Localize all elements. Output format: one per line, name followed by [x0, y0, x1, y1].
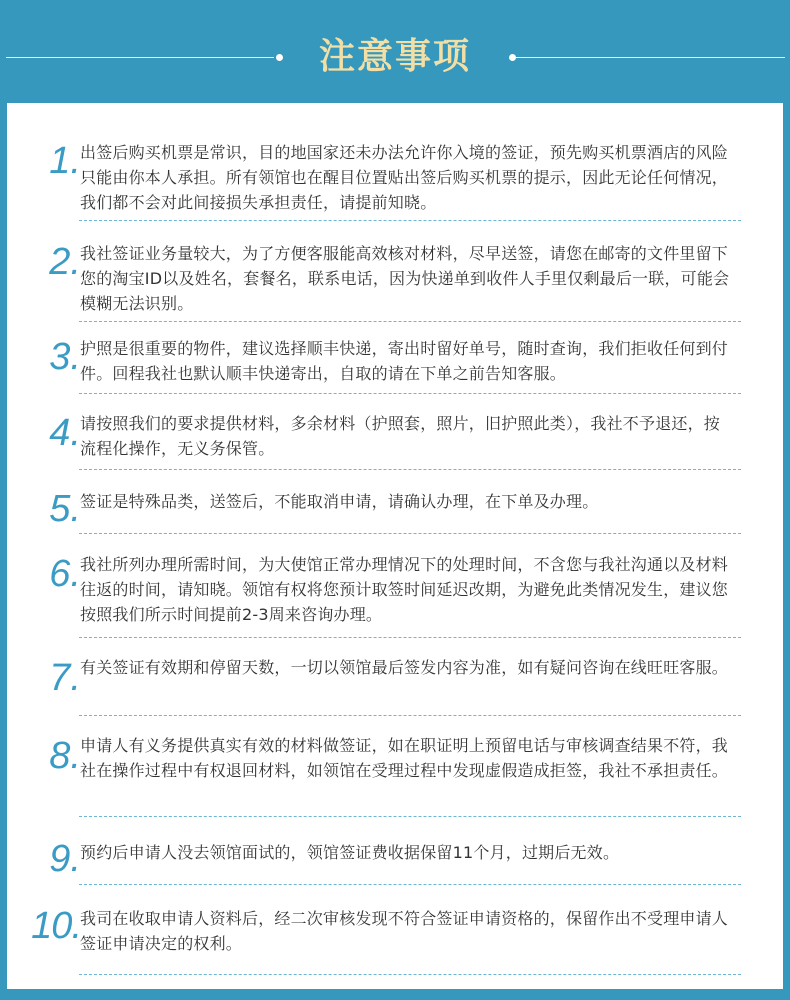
item-divider	[79, 393, 741, 394]
item-number: 5.	[49, 488, 81, 530]
item-text: 请按照我们的要求提供材料，多余材料（护照套，照片，旧护照此类），我社不予退还，按流程化操作，无义务保管。	[80, 414, 721, 458]
item-text: 预约后申请人没去领馆面试的，领馆签证费收据保留11个月，过期后无效。	[80, 843, 620, 862]
item-divider	[79, 321, 741, 322]
item-text: 申请人有义务提供真实有效的材料做签证，如在职证明上预留电话与审核调查结果不符，我社在操作过程中有权退回材料，如领馆在受理过程中发现虚假造成拒签，我社不承担责任。	[80, 736, 729, 780]
item-text: 我社签证业务量较大，为了方便客服能高效核对材料，尽早送签，请您在邮寄的文件里留下您的淘宝ID以及姓名，套餐名，联系电话，因为快递单到收件人手里仅剩最后一联，可能会模糊无法识别。	[80, 244, 730, 313]
item-divider	[79, 974, 741, 975]
item-divider	[79, 884, 741, 885]
item-text: 出签后购买机票是常识，目的地国家还未办法允许你入境的签证，预先购买机票酒店的风险只能由你本人承担。所有领馆也在醒目位置贴出签后购买机票的提示，因此无论任何情况，我们都不会对此间接损失承担责任，请提前知晓。	[80, 143, 729, 212]
item-divider	[79, 715, 741, 716]
item-divider	[79, 469, 741, 470]
item-divider	[79, 637, 741, 638]
item-number: 7.	[49, 657, 81, 699]
item-number: 10.	[31, 905, 81, 947]
header-dot-left	[276, 54, 283, 61]
page-title: 注意事项	[318, 35, 471, 77]
item-number: 6.	[49, 553, 81, 595]
item-divider	[79, 533, 741, 534]
header-line-left	[6, 57, 274, 58]
item-text: 有关签证有效期和停留天数，一切以领馆最后签发内容为准，如有疑问咨询在线旺旺客服。	[80, 658, 729, 677]
item-text: 我司在收取申请人资料后，经二次审核发现不符合签证申请资格的，保留作出不受理申请人签证申请决定的权利。	[80, 909, 729, 953]
item-number: 4.	[49, 412, 81, 454]
item-text: 我社所列办理所需时间，为大使馆正常办理情况下的处理时间，不含您与我社沟通以及材料往返的时间，请知晓。领馆有权将您预计取签时间延迟改期，为避免此类情况发生，建议您按照我们所示时间提前2-3周来咨询办理。	[80, 555, 729, 624]
header-banner	[0, 0, 790, 103]
item-divider	[79, 816, 741, 817]
header-line-right	[515, 57, 785, 58]
item-divider	[79, 220, 741, 221]
item-number: 9.	[49, 838, 81, 880]
item-number: 1.	[49, 140, 81, 182]
item-number: 2.	[49, 241, 81, 283]
notice-panel	[7, 103, 783, 989]
item-number: 8.	[49, 735, 81, 777]
item-text: 签证是特殊品类，送签后，不能取消申请，请确认办理，在下单及办理。	[80, 492, 599, 511]
item-number: 3.	[49, 336, 81, 378]
item-text: 护照是很重要的物件，建议选择顺丰快递，寄出时留好单号，随时查询，我们拒收任何到付件。回程我社也默认顺丰快递寄出，自取的请在下单之前告知客服。	[80, 339, 729, 383]
